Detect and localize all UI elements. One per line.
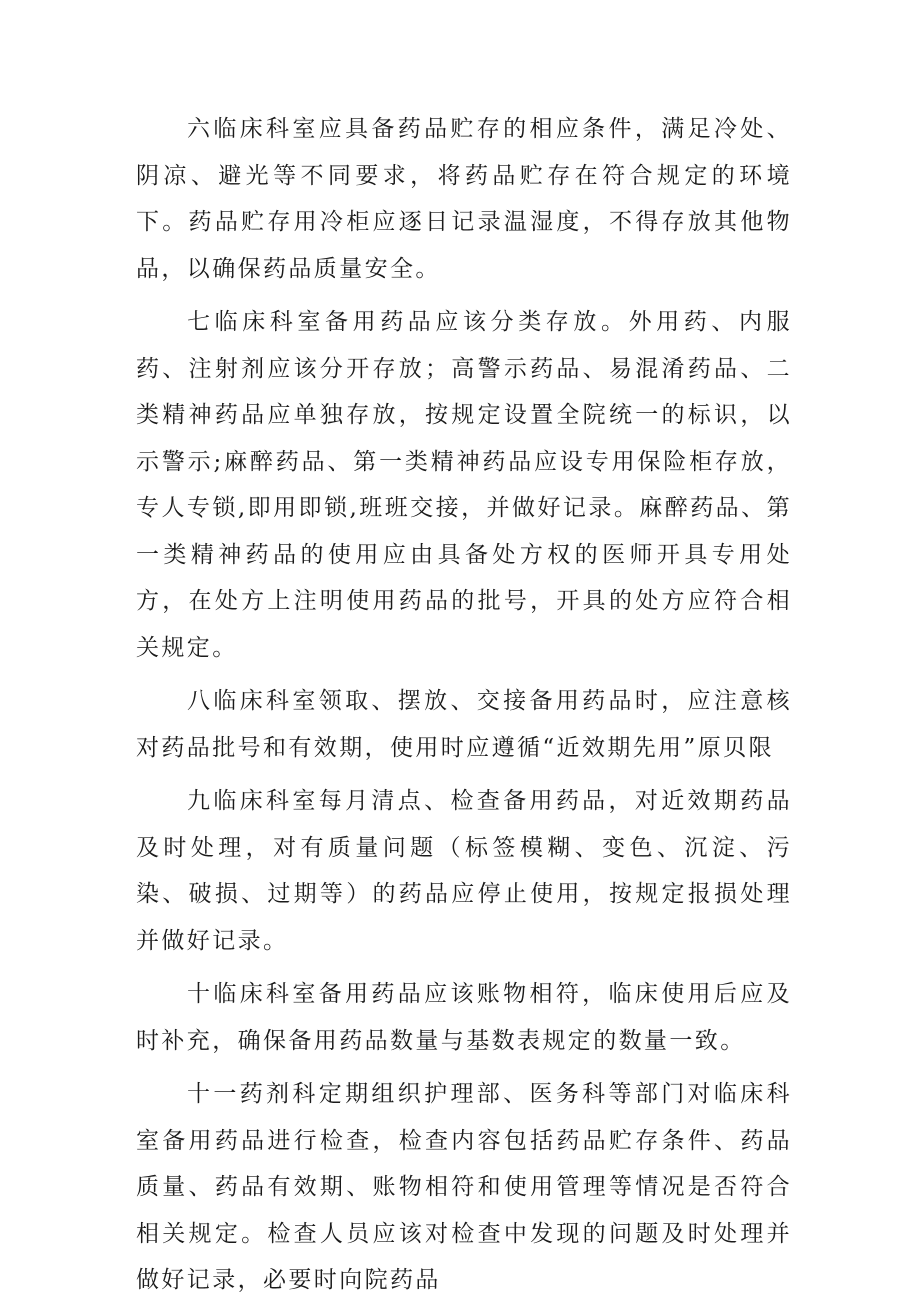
paragraph-7: 七临床科室备用药品应该分类存放。外用药、内服药、注射剂应该分开存放；高警示药品、易混淆药品、二类精神药品应单独存放，按规定设置全院统一的标识，以示警示;麻醉药品、第一类精神药品应设专用保险柜存放，专人专锁,即用即锁,班班交接，并做好记录。麻醉药品、第一类精神药品的使用应由具备处方权的医师开具专用处方，在处方上注明使用药品的批号，开具的处方应符合相关规定。 — [136, 309, 792, 661]
paragraph-11: 十一药剂科定期组织护理部、医务科等部门对临床科室备用药品进行检查，检查内容包括药品贮存条件、药品质量、药品有效期、账物相符和使用管理等情况是否符合相关规定。检查人员应该对检查中发现的问题及时处理并做好记录，必要时向院药品 — [136, 1081, 792, 1293]
paragraph-10: 十临床科室备用药品应该账物相符，临床使用后应及时补充，确保备用药品数量与基数表规定的数量一致。 — [136, 981, 792, 1054]
paragraph-9: 九临床科室每月清点、检查备用药品，对近效期药品及时处理，对有质量问题（标签模糊、变色、沉淀、污染、破损、过期等）的药品应停止使用，按规定报损处理并做好记录。 — [136, 788, 792, 954]
paragraph-6: 六临床科室应具备药品贮存的相应条件，满足冷处、阴凉、避光等不同要求，将药品贮存在符合规定的环境下。药品贮存用冷柜应逐日记录温湿度，不得存放其他物品，以确保药品质量安全。 — [136, 116, 792, 282]
document-body — [136, 106, 792, 1311]
paragraph-8: 八临床科室领取、摆放、交接备用药品时，应注意核对药品批号和有效期，使用时应遵循“近效期先用”原贝限 — [136, 688, 792, 761]
